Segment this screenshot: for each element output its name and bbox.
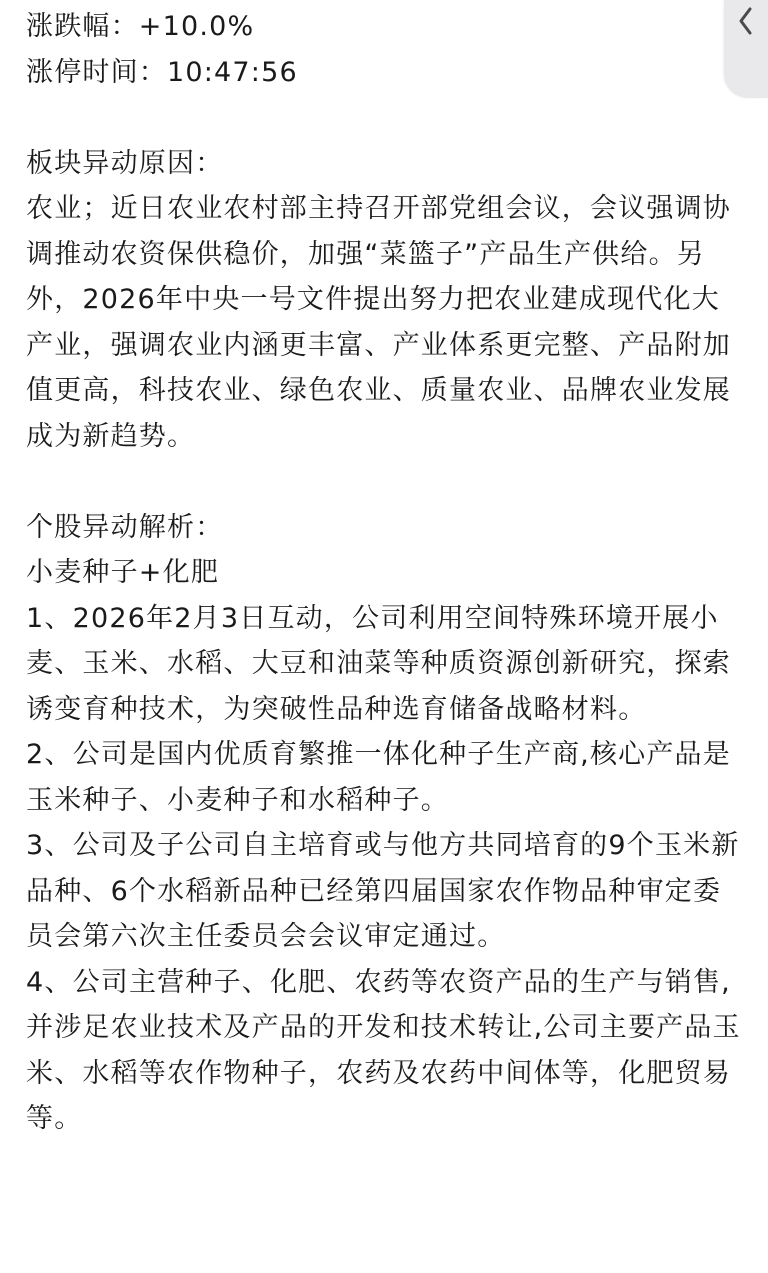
analysis-point-1: 1、2026年2月3日互动，公司利用空间特殊环境开展小麦、玉米、水稻、大豆和油菜等种质资源创新研究，探索诱变育种技术，为突破性品种选育储备战略材料。 (26, 602, 731, 725)
spacer (26, 459, 746, 505)
stock-analysis-topic: 小麦种子+化肥 (26, 557, 220, 588)
analysis-point-4: 4、公司主营种子、化肥、农药等农资产品的生产与销售,并涉足农业技术及产品的开发和技术转让,公司主要产品玉米、水稻等农作物种子，农药及农药中间体等，化肥贸易等。 (26, 966, 741, 1134)
spacer (26, 95, 746, 141)
stock-analysis-heading: 个股异动解析： (26, 511, 224, 543)
analysis-point-3: 3、公司及子公司自主培育或与他方共同培育的9个玉米新品种、6个水稻新品种已经第四届国家农作物品种审定委员会第六次主任委员会会议审定通过。 (26, 830, 740, 952)
article-content (26, 4, 746, 1142)
analysis-point-2: 2、公司是国内优质育繁推一体化种子生产商,核心产品是玉米种子、小麦种子和水稻种子。 (26, 739, 731, 816)
change-percent-line: 涨跌幅：+10.0% (26, 11, 255, 42)
sector-reason-heading: 板块异动原因： (26, 147, 224, 179)
limit-up-time-line: 涨停时间：10:47:56 (26, 56, 298, 88)
chevron-left-icon (736, 6, 756, 36)
sector-reason-text: 农业；近日农业农村部主持召开部党组会议，会议强调协调推动农资保供稳价，加强“菜篮子”产品生产供给。另外，2026年中央一号文件提出努力把农业建成现代化大产业，强调农业内涵更丰富、产业体系更完整、产品附加值更高，科技农业、绿色农业、质量农业、品牌农业发展成为新趋势。 (26, 193, 731, 452)
side-collapse-tab[interactable] (724, 0, 768, 98)
